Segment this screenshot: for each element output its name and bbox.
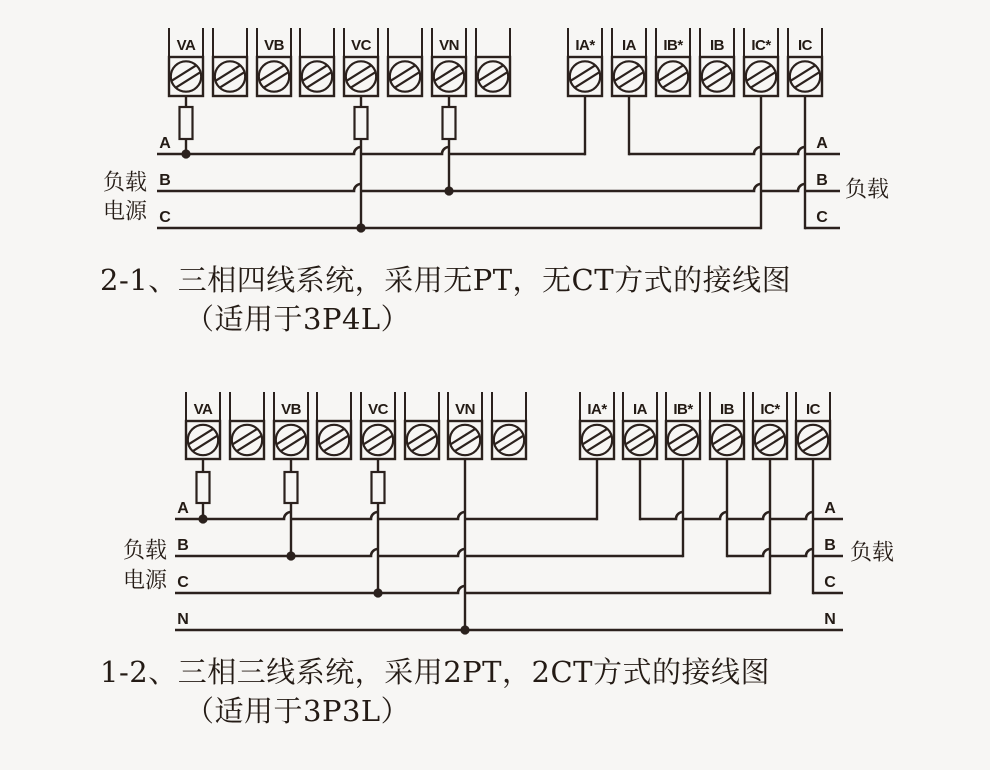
- terminal-box: [788, 57, 822, 96]
- phase-line: [175, 512, 597, 519]
- diagram1-caption-line1: 2-1、三相四线系统，采用无PT，无CT方式的接线图: [100, 263, 792, 297]
- terminal-blank: [317, 392, 351, 459]
- fuse-symbol: [443, 107, 456, 139]
- diagram2-caption-line2: （适用于3P3L）: [185, 694, 411, 728]
- junction-dot: [181, 149, 190, 158]
- terminal-label: IC: [798, 37, 812, 54]
- screw-slot: [494, 429, 523, 451]
- phase-label-left: A: [159, 135, 171, 152]
- screw-slot: [478, 65, 507, 87]
- terminal-label: IB*: [663, 37, 683, 54]
- terminal-box: [274, 421, 308, 459]
- terminal-box: [476, 57, 510, 96]
- diagram2-caption-line1: 1-2、三相三线系统，采用2PT，2CT方式的接线图: [100, 655, 770, 689]
- junction-dot: [444, 186, 453, 195]
- screw-slot: [363, 429, 392, 451]
- phase-label-left: C: [159, 209, 171, 226]
- screw-slot: [570, 65, 599, 87]
- phase-label-left: B: [177, 537, 189, 554]
- fuse-symbol: [355, 107, 368, 139]
- terminal-box: [568, 57, 602, 96]
- source-side-label-bottom: 电源: [122, 568, 168, 594]
- terminal-label: VA: [176, 37, 196, 54]
- terminal-ib-star: [666, 392, 700, 459]
- terminal-box: [666, 421, 700, 459]
- terminal-va: [186, 392, 220, 459]
- diagram2-wiring: [123, 392, 894, 635]
- terminal-box: [744, 57, 778, 96]
- junction-dot: [373, 588, 382, 597]
- phase-label-left: N: [177, 611, 189, 628]
- terminal-box: [257, 57, 291, 96]
- terminal-ia: [612, 28, 646, 96]
- terminal-label: IB*: [673, 401, 693, 418]
- terminal-ia-star: [580, 392, 614, 459]
- phase-label-left: B: [159, 172, 171, 189]
- terminal-vb: [274, 392, 308, 459]
- terminal-box: [405, 421, 439, 459]
- diagram1-caption: [100, 261, 791, 339]
- phase-label-right: N: [824, 611, 836, 628]
- fuse-symbol: [372, 472, 385, 503]
- phase-label-right: C: [824, 574, 836, 591]
- terminal-label: IC: [806, 401, 820, 418]
- screw-slot: [434, 65, 463, 87]
- screw-slot: [450, 429, 479, 451]
- phase-line: [629, 147, 840, 154]
- screw-slot: [798, 429, 827, 451]
- screw-slot: [668, 429, 697, 451]
- terminal-ic: [788, 28, 822, 96]
- junction-dot: [460, 625, 469, 634]
- terminal-box: [796, 421, 830, 459]
- terminal-label: VC: [351, 37, 371, 54]
- screw-slot: [582, 429, 611, 451]
- screw-slot: [790, 65, 819, 87]
- screw-slot: [390, 65, 419, 87]
- terminal-box: [169, 57, 203, 96]
- source-side-label-top: 负载: [102, 170, 148, 196]
- terminal-ib: [700, 28, 734, 96]
- screw-slot: [259, 65, 288, 87]
- screw-slot: [755, 429, 784, 451]
- phase-label-right: A: [816, 135, 828, 152]
- terminal-box: [623, 421, 657, 459]
- terminal-vn: [432, 28, 466, 96]
- screw-slot: [215, 65, 244, 87]
- screw-slot: [746, 65, 775, 87]
- screw-slot: [658, 65, 687, 87]
- terminal-box: [230, 421, 264, 459]
- diagram1-caption-line2: （适用于3P4L）: [185, 302, 411, 336]
- terminal-va: [169, 28, 203, 96]
- junction-dot: [198, 514, 207, 523]
- terminal-window: [492, 392, 526, 421]
- terminal-label: IA*: [575, 37, 595, 54]
- terminal-box: [612, 57, 646, 96]
- terminal-label: VN: [439, 37, 459, 54]
- screw-slot: [712, 429, 741, 451]
- terminal-vc: [361, 392, 395, 459]
- terminal-box: [492, 421, 526, 459]
- diagram2-caption: [100, 653, 770, 731]
- terminal-ic-star: [753, 392, 787, 459]
- terminal-label: IA: [633, 401, 647, 418]
- terminal-vn: [448, 392, 482, 459]
- phase-line: [157, 184, 840, 191]
- terminal-label: IA*: [587, 401, 607, 418]
- terminal-label: IA: [622, 37, 636, 54]
- phase-label-right: B: [816, 172, 828, 189]
- terminal-label: VC: [368, 401, 388, 418]
- terminal-ib: [710, 392, 744, 459]
- fuse-symbol: [180, 107, 193, 139]
- junction-dot: [356, 223, 365, 232]
- terminal-window: [230, 392, 264, 421]
- screw-slot: [702, 65, 731, 87]
- phase-line: [175, 586, 770, 593]
- terminal-blank: [300, 28, 334, 96]
- fuse-symbol: [285, 472, 298, 503]
- fuse-symbol: [197, 472, 210, 503]
- phase-line: [175, 549, 683, 556]
- terminal-vc: [344, 28, 378, 96]
- terminal-box: [317, 421, 351, 459]
- screw-slot: [276, 429, 305, 451]
- terminal-window: [405, 392, 439, 421]
- terminal-label: VB: [264, 37, 284, 54]
- terminal-label: VA: [193, 401, 213, 418]
- phase-label-right: A: [824, 500, 836, 517]
- junction-dot: [286, 551, 295, 560]
- terminal-label: IC*: [760, 401, 780, 418]
- terminal-label: IC*: [751, 37, 771, 54]
- terminal-box: [432, 57, 466, 96]
- screw-slot: [188, 429, 217, 451]
- load-side-label: 负载: [845, 177, 890, 203]
- diagram1-wiring: [103, 28, 889, 233]
- terminal-window: [317, 392, 351, 421]
- terminal-box: [580, 421, 614, 459]
- screw-slot: [319, 429, 348, 451]
- terminal-ic: [796, 392, 830, 459]
- phase-label-right: C: [816, 209, 828, 226]
- terminal-box: [388, 57, 422, 96]
- terminal-box: [300, 57, 334, 96]
- terminal-window: [213, 28, 247, 57]
- screw-slot: [302, 65, 331, 87]
- phase-label-right: B: [824, 537, 836, 554]
- screw-slot: [232, 429, 261, 451]
- screw-slot: [407, 429, 436, 451]
- terminal-window: [300, 28, 334, 57]
- load-side-label: 负载: [850, 540, 895, 566]
- phase-line: [157, 147, 585, 154]
- source-side-label-bottom: 电源: [102, 199, 148, 225]
- phase-label-left: A: [177, 500, 189, 517]
- terminal-blank: [405, 392, 439, 459]
- source-side-label-top: 负载: [122, 538, 168, 564]
- terminal-box: [753, 421, 787, 459]
- terminal-box: [186, 421, 220, 459]
- terminal-window: [388, 28, 422, 57]
- terminal-vb: [257, 28, 291, 96]
- terminal-label: VN: [455, 401, 475, 418]
- terminal-box: [656, 57, 690, 96]
- terminal-ia: [623, 392, 657, 459]
- terminal-blank: [230, 392, 264, 459]
- terminal-box: [344, 57, 378, 96]
- terminal-box: [213, 57, 247, 96]
- terminal-ia-star: [568, 28, 602, 96]
- terminal-blank: [492, 392, 526, 459]
- terminal-box: [448, 421, 482, 459]
- terminal-ic-star: [744, 28, 778, 96]
- terminal-blank: [476, 28, 510, 96]
- terminal-box: [361, 421, 395, 459]
- terminal-label: IB: [710, 37, 724, 54]
- terminal-blank: [388, 28, 422, 96]
- screw-slot: [346, 65, 375, 87]
- terminal-label: IB: [720, 401, 734, 418]
- terminal-label: VB: [281, 401, 301, 418]
- terminal-blank: [213, 28, 247, 96]
- screw-slot: [171, 65, 200, 87]
- phase-label-left: C: [177, 574, 189, 591]
- terminal-ib-star: [656, 28, 690, 96]
- screw-slot: [625, 429, 654, 451]
- terminal-box: [700, 57, 734, 96]
- terminal-window: [476, 28, 510, 57]
- terminal-box: [710, 421, 744, 459]
- screw-slot: [614, 65, 643, 87]
